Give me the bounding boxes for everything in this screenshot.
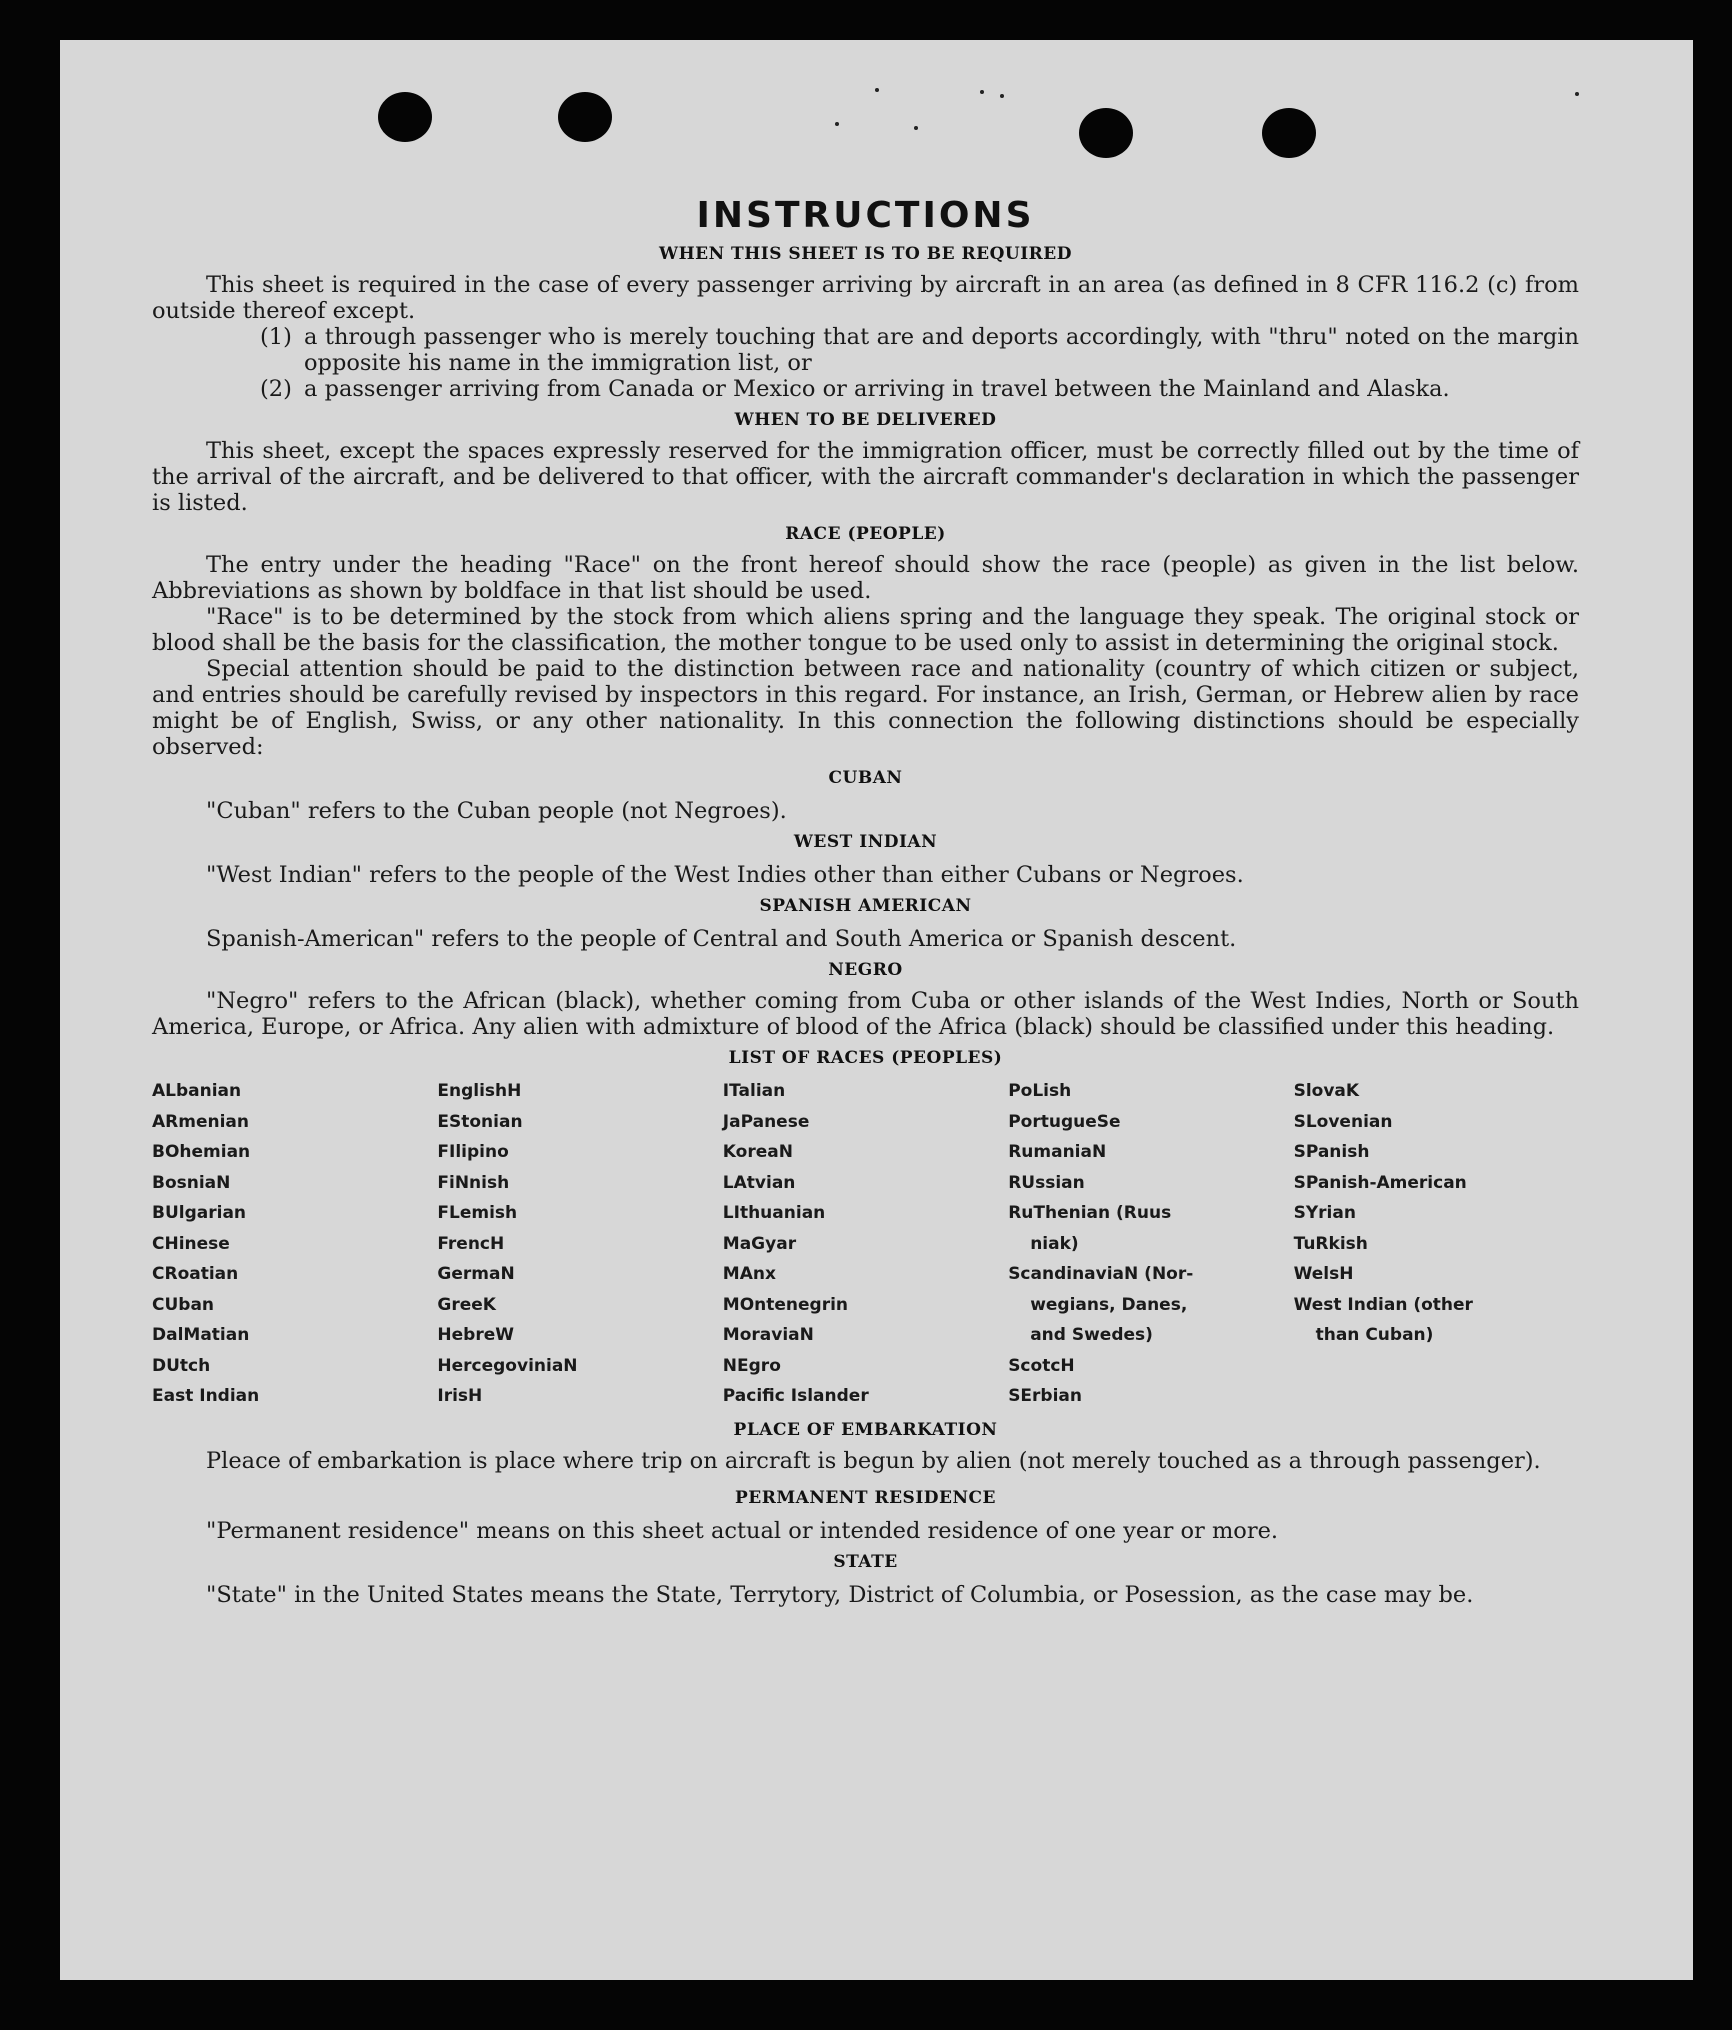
speck <box>980 90 984 94</box>
race-entry: HercegoviniaN <box>437 1355 578 1376</box>
punch-hole <box>378 92 432 142</box>
embarkation-text: Pleace of embarkation is place where trip on aircraft is begun by alien (not merely touched as a through passenger). <box>206 1447 1541 1474</box>
race-entry: TuRkish <box>1293 1233 1368 1254</box>
race-entry: SErbian <box>1008 1386 1082 1406</box>
heading-embarkation: PLACE OF EMBARKATION <box>733 1419 998 1440</box>
races-column <box>152 1076 437 1412</box>
race-entry: than Cuban) <box>1315 1325 1434 1345</box>
heading-state: STATE <box>833 1551 898 1572</box>
race-entry: KoreaN <box>722 1142 793 1162</box>
races-column <box>1008 1076 1293 1412</box>
race-entry: SPanish <box>1293 1142 1370 1162</box>
instructions-content <box>152 195 1579 1616</box>
race-entry: MoraviaN <box>722 1325 814 1345</box>
race-entry: ScotcH <box>1008 1355 1075 1376</box>
races-column <box>723 1076 1008 1412</box>
races-list <box>152 1076 1579 1412</box>
heading-delivered: WHEN TO BE DELIVERED <box>734 410 997 430</box>
race-entry: RUssian <box>1008 1172 1085 1193</box>
heading-spanish-american: SPANISH AMERICAN <box>759 896 972 916</box>
race-entry: WelsH <box>1293 1264 1354 1284</box>
race-entry: NEgro <box>722 1355 781 1376</box>
race-entry: GreeK <box>437 1294 496 1315</box>
negro-text: "Negro" refers to the African (black), whether coming from Cuba or other islands of the West Indies, North or South America, Europe, or Africa. Any alien with admixture of blood of the Africa (black) should be classified under this heading. <box>152 988 1579 1040</box>
punch-hole <box>558 92 612 142</box>
race-entry: JaPanese <box>722 1111 810 1132</box>
races-column <box>437 1076 722 1412</box>
punch-hole <box>1079 108 1133 158</box>
race-entry: EStonian <box>437 1111 523 1132</box>
race-entry: SLovenian <box>1293 1111 1393 1132</box>
race-paragraph-3: Special attention should be paid to the distinction between race and nationality (country of which citizen or subject, and entries should be carefully revised by inspectors in this regard. For instance, an Irish, German, or Hebrew alien by race might be of English, Swiss, or any other nationality. In this connection the following distinctions should be especially observed: <box>152 656 1579 760</box>
race-entry: BosniaN <box>152 1172 231 1193</box>
race-entry: BOhemian <box>152 1142 251 1162</box>
race-entry: East Indian <box>152 1386 260 1406</box>
race-entry: CRoatian <box>152 1264 239 1284</box>
race-entry: IrisH <box>437 1386 483 1406</box>
document-sheet <box>60 40 1693 1980</box>
race-entry: HebreW <box>437 1325 514 1345</box>
race-entry: wegians, Danes, <box>1030 1294 1188 1315</box>
race-entry: FIlipino <box>437 1142 509 1162</box>
race-entry: LIthuanian <box>722 1203 826 1223</box>
race-entry: PoLish <box>1008 1081 1072 1101</box>
race-entry: MOntenegrin <box>722 1294 849 1315</box>
race-entry: RuThenian (Ruus <box>1008 1203 1172 1223</box>
speck <box>1000 94 1004 98</box>
race-entry: West Indian (other <box>1293 1294 1473 1315</box>
heading-negro: NEGRO <box>828 960 903 980</box>
cuban-text: "Cuban" refers to the Cuban people (not Negroes). <box>206 798 787 824</box>
speck <box>1575 92 1579 96</box>
speck <box>835 122 839 126</box>
race-entry: and Swedes) <box>1030 1325 1153 1345</box>
race-paragraph-2: "Race" is to be determined by the stock from which aliens spring and the language they speak. The original stock or blood shall be the basis for the classification, the mother tongue to be used only to assist in determining the original stock. <box>152 604 1579 656</box>
race-entry: FrencH <box>437 1233 505 1254</box>
race-entry: ScandinaviaN (Nor- <box>1008 1264 1194 1284</box>
punch-hole <box>1262 108 1316 158</box>
race-entry: RumaniaN <box>1008 1142 1107 1162</box>
race-entry: GermaN <box>437 1264 515 1284</box>
page-title: INSTRUCTIONS <box>696 195 1035 236</box>
race-entry: ARmenian <box>152 1111 249 1132</box>
heading-west-indian: WEST INDIAN <box>793 832 938 852</box>
race-entry: ITalian <box>722 1081 786 1101</box>
heading-race: RACE (PEOPLE) <box>785 524 946 544</box>
heading-list-of-races: LIST OF RACES (PEOPLES) <box>728 1048 1003 1068</box>
state-text: "State" in the United States means the State, Terrytory, District of Columbia, or Posession, as the case may be. <box>206 1581 1474 1608</box>
list-item: (1) a through passenger who is merely touching that are and deports accordingly, with "thru" noted on the margin opposite his name in the immigration list, or <box>260 324 1579 376</box>
required-intro: This sheet is required in the case of every passenger arriving by aircraft in an area (as defined in 8 CFR 116.2 (c) from outside thereof except. <box>152 272 1579 324</box>
west-indian-text: "West Indian" refers to the people of the West Indies other than either Cubans or Negroes. <box>206 862 1244 888</box>
race-entry: niak) <box>1030 1233 1079 1254</box>
heading-required: WHEN THIS SHEET IS TO BE REQUIRED <box>658 244 1073 264</box>
residence-text: "Permanent residence" means on this sheet actual or intended residence of one year or more. <box>206 1517 1279 1544</box>
race-entry: CUban <box>152 1294 215 1315</box>
speck <box>914 126 918 130</box>
race-entry: SPanish-American <box>1293 1172 1467 1193</box>
speck <box>875 88 879 92</box>
race-entry: BUlgarian <box>152 1203 247 1223</box>
race-entry: FiNnish <box>437 1172 510 1193</box>
race-entry: Pacific Islander <box>722 1386 869 1406</box>
heading-permanent-residence: PERMANENT RESIDENCE <box>734 1487 997 1508</box>
race-entry: MAnx <box>722 1264 776 1284</box>
race-entry: EnglishH <box>437 1081 522 1101</box>
spanish-american-text: Spanish-American" refers to the people of Central and South America or Spanish descent. <box>206 926 1237 952</box>
race-entry: ALbanian <box>152 1081 242 1101</box>
race-entry: FLemish <box>437 1203 518 1223</box>
race-entry: LAtvian <box>722 1172 796 1193</box>
heading-cuban: CUBAN <box>828 768 903 788</box>
race-entry: DalMatian <box>152 1325 250 1345</box>
races-column <box>1294 1076 1579 1412</box>
race-entry: MaGyar <box>722 1233 797 1254</box>
race-entry: CHinese <box>152 1233 230 1254</box>
race-entry: DUtch <box>152 1355 211 1376</box>
delivered-text: This sheet, except the spaces expressly reserved for the immigration officer, must be correctly filled out by the time of the arrival of the aircraft, and be delivered to that officer, with the aircraft commander's declaration in which the passenger is listed. <box>152 438 1579 516</box>
race-entry: SlovaK <box>1293 1081 1360 1101</box>
race-entry: PortugueSe <box>1008 1111 1121 1132</box>
race-paragraph-1: The entry under the heading "Race" on the front hereof should show the race (people) as given in the list below. Abbreviations as shown by boldface in that list should be used. <box>152 552 1579 604</box>
race-entry: SYrian <box>1293 1203 1356 1223</box>
list-item: (2) a passenger arriving from Canada or Mexico or arriving in travel between the Mainland and Alaska. <box>260 376 1450 402</box>
